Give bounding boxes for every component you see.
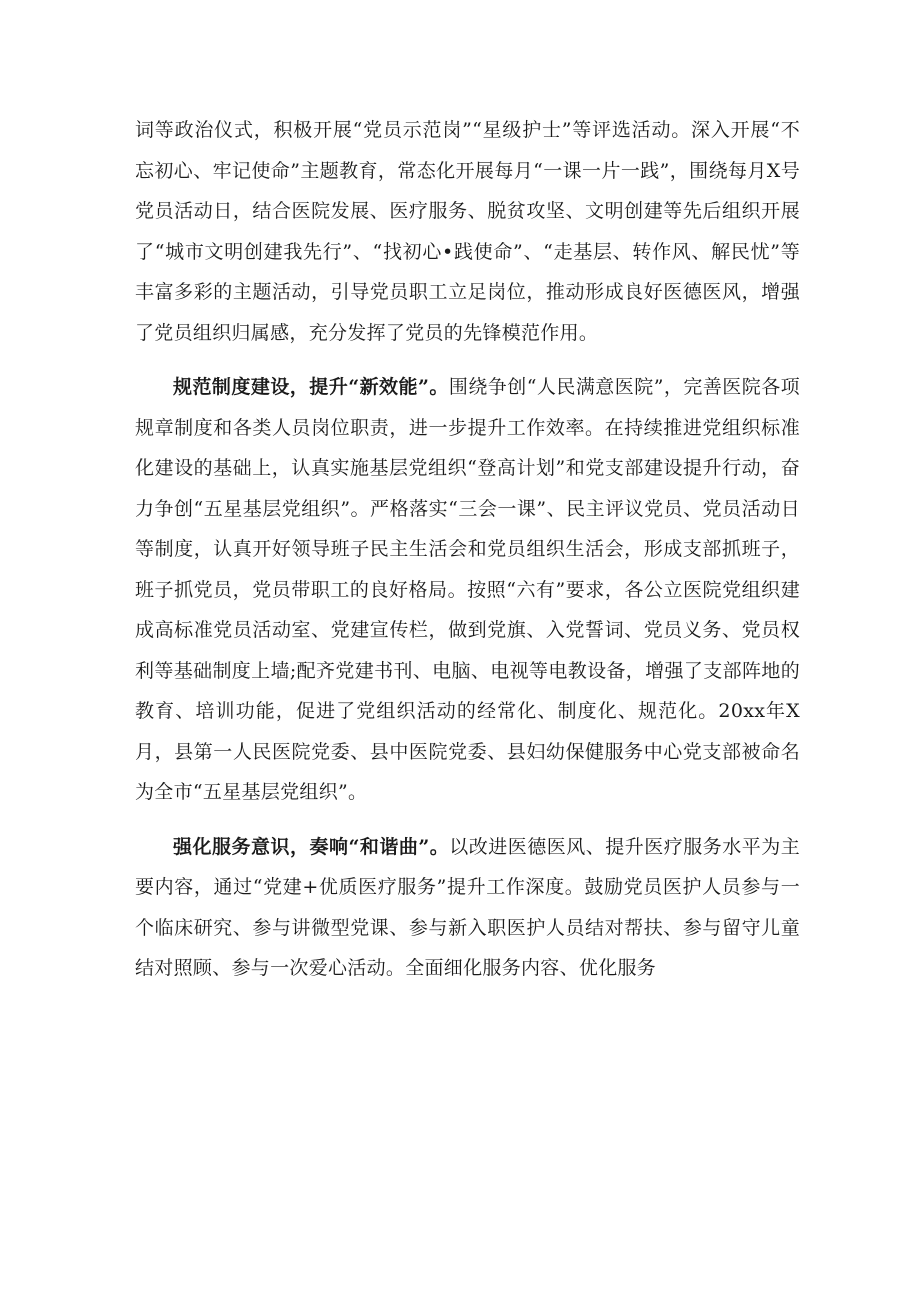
paragraph-1 (135, 110, 800, 353)
paragraph-3-heading: 强化服务意识，奏响“和谐曲”。 (173, 835, 450, 858)
paragraph-3 (135, 827, 800, 989)
paragraph-2-heading: 规范制度建设，提升“新效能”。 (173, 376, 449, 398)
paragraph-1-text: 词等政治仪式，积极开展“党员示范岗”“星级护士”等评选活动。深入开展“不忘初心、牢记使命”主题教育，常态化开展每月“一课一片一践”，围绕每月X号党员活动日，结合医院发展、医疗服务、脱贫攻坚、文明创建等先后组织开展了“城市文明创建我先行”、“找初心•践使命”、“走基层、转作风、解民忧”等丰富多彩的主题活动，引导党员职工立足岗位，推动形成良好医德医风，增强了党员组织归属感，充分发挥了党员的先锋模范作用。 (135, 119, 800, 344)
paragraph-2 (135, 367, 800, 813)
document-body (135, 110, 800, 1003)
paragraph-2-text: 围绕争创“人民满意医院”，完善医院各项规章制度和各类人员岗位职责，进一步提升工作效率。在持续推进党组织标准化建设的基础上，认真实施基层党组织“登高计划”和党支部建设提升行动，奋力争创“五星基层党组织”。严格落实“三会一课”、民主评议党员、党员活动日等制度，认真开好领导班子民主生活会和党员组织生活会，形成支部抓班子，班子抓党员，党员带职工的良好格局。按照“六有”要求，各公立医院党组织建成高标准党员活动室、党建宣传栏，做到党旗、入党誓词、党员义务、党员权利等基础制度上墙;配齐党建书刊、电脑、电视等电教设备，增强了支部阵地的教育、培训功能，促进了党组织活动的经常化、制度化、规范化。20xx年X月，县第一人民医院党委、县中医院党委、县妇幼保健服务中心党支部被命名为全市“五星基层党组织”。 (135, 376, 800, 803)
paragraph-3-text: 以改进医德医风、提升医疗服务水平为主要内容，通过“党建+优质医疗服务”提升工作深度。鼓励党员医护人员参与一个临床研究、参与讲微型党课、参与新入职医护人员结对帮扶、参与留守儿童结对照顾、参与一次爱心活动。全面细化服务内容、优化服务 (135, 835, 800, 979)
